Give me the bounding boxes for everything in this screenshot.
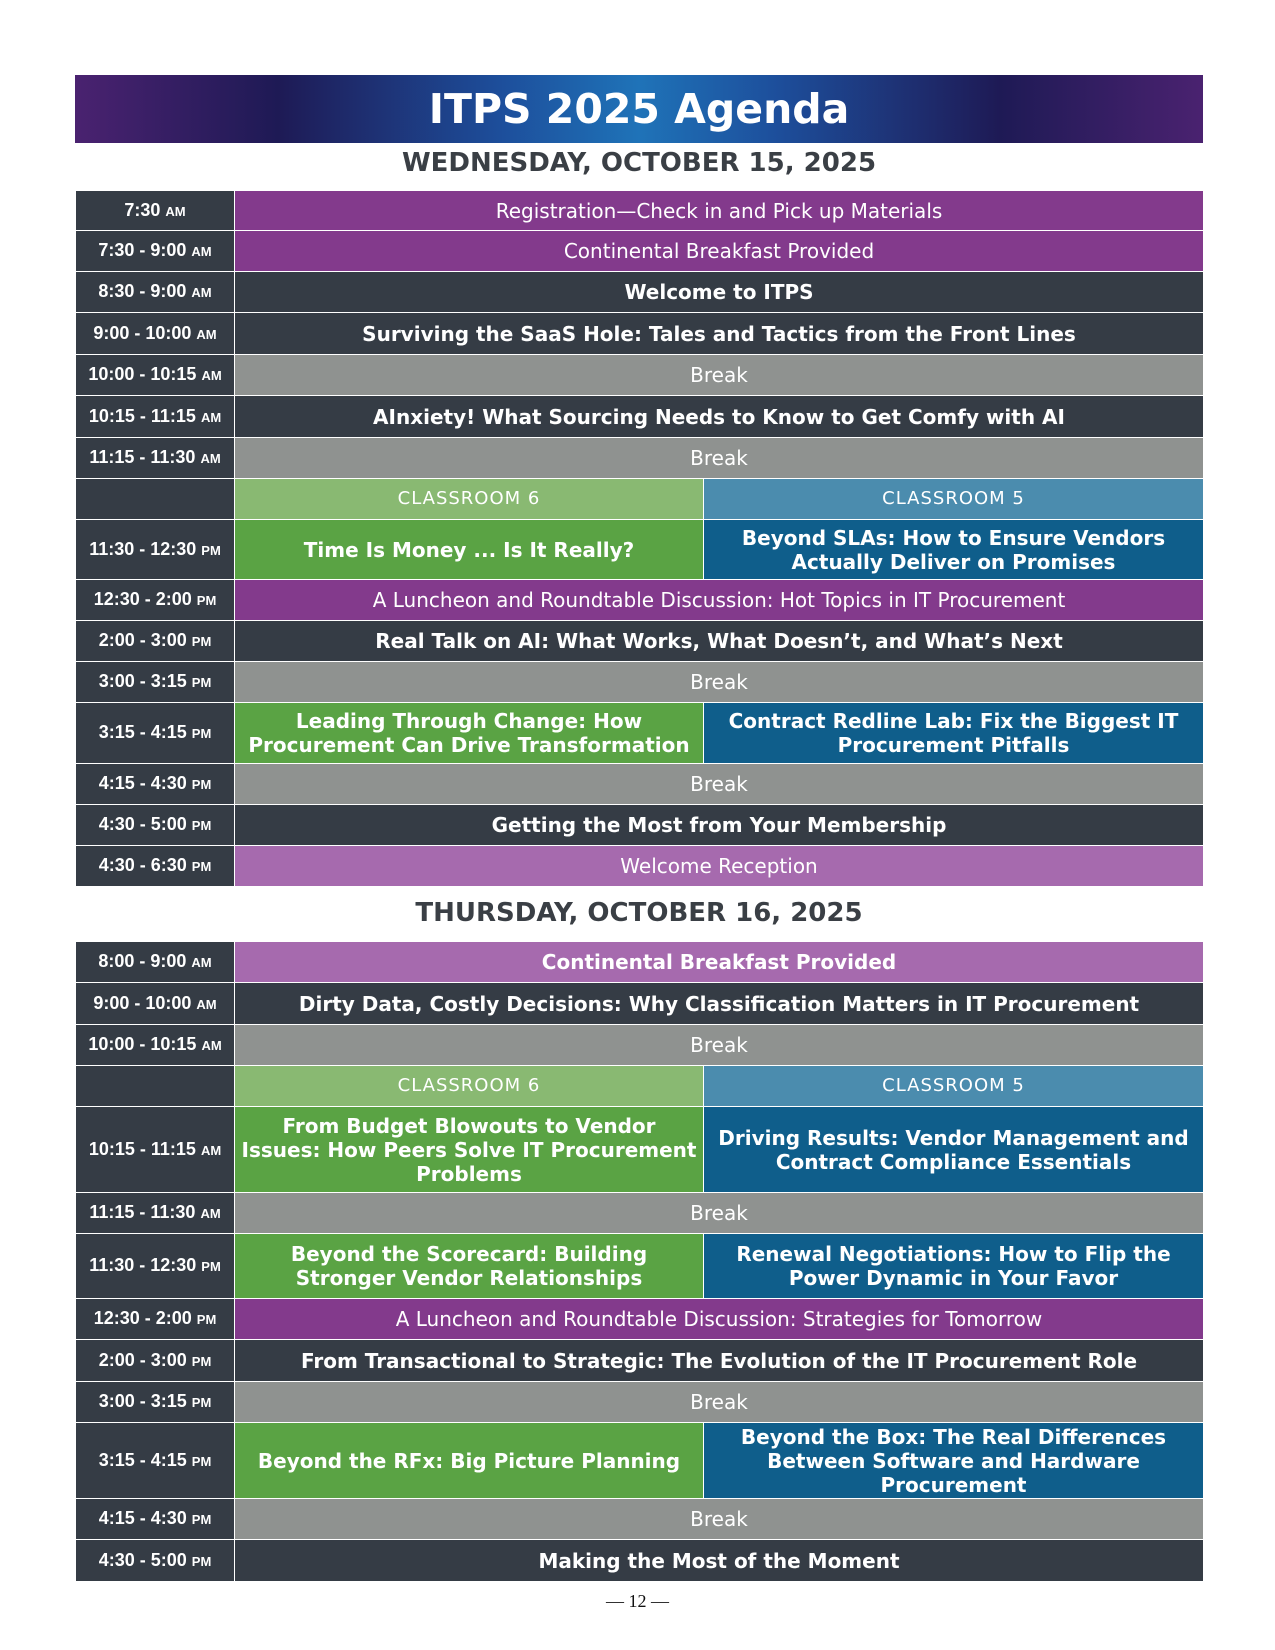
agenda-row: [76, 1499, 1204, 1540]
empty-time-cell: [76, 1066, 235, 1107]
classroom-5-session: Contract Redline Lab: Fix the Biggest IT Procurement Pitfalls: [704, 703, 1204, 764]
agenda-row: [76, 1025, 1204, 1066]
agenda-row: [76, 580, 1204, 621]
session-title: Real Talk on AI: What Works, What Doesn’t, and What’s Next: [235, 621, 1204, 662]
classroom-6-session: Leading Through Change: How Procurement Can Drive Transformation: [235, 703, 704, 764]
time-cell: 3:00 - 3:15 PM: [76, 662, 235, 703]
agenda-table-wednesday: [75, 190, 1204, 887]
session-title: Making the Most of the Moment: [235, 1540, 1204, 1582]
agenda-row: [76, 942, 1204, 983]
time-cell: 3:15 - 4:15 PM: [76, 703, 235, 764]
session-title: Surviving the SaaS Hole: Tales and Tactics from the Front Lines: [235, 313, 1204, 355]
time-cell: 11:15 - 11:30 AM: [76, 438, 235, 479]
time-cell: 9:00 - 10:00 AM: [76, 983, 235, 1025]
break-label: Break: [235, 1025, 1204, 1066]
session-title: Welcome to ITPS: [235, 272, 1204, 313]
session-title: From Transactional to Strategic: The Evolution of the IT Procurement Role: [235, 1340, 1204, 1382]
classroom-5-session: Beyond SLAs: How to Ensure Vendors Actually Deliver on Promises: [704, 520, 1204, 580]
agenda-row: [76, 231, 1204, 272]
time-cell: 11:30 - 12:30 PM: [76, 520, 235, 580]
agenda-row: [76, 191, 1204, 231]
agenda-row: [76, 1382, 1204, 1423]
classroom-6-session: Time Is Money ... Is It Really?: [235, 520, 704, 580]
classroom-6-header: CLASSROOM 6: [235, 1066, 704, 1107]
time-cell: 10:15 - 11:15 AM: [76, 396, 235, 438]
session-title: Continental Breakfast Provided: [235, 231, 1204, 272]
break-label: Break: [235, 1193, 1204, 1234]
time-cell: 3:00 - 3:15 PM: [76, 1382, 235, 1423]
session-title: Getting the Most from Your Membership: [235, 805, 1204, 846]
classroom-6-session: From Budget Blowouts to Vendor Issues: How Peers Solve IT Procurement Problems: [235, 1107, 704, 1193]
time-cell: 4:30 - 5:00 PM: [76, 805, 235, 846]
session-title: Dirty Data, Costly Decisions: Why Classification Matters in IT Procurement: [235, 983, 1204, 1025]
time-cell: 9:00 - 10:00 AM: [76, 313, 235, 355]
agenda-banner: [75, 75, 1203, 143]
time-cell: 11:15 - 11:30 AM: [76, 1193, 235, 1234]
agenda-row: [76, 1193, 1204, 1234]
classroom-5-session: Beyond the Box: The Real Differences Between Software and Hardware Procurement: [704, 1423, 1204, 1499]
break-label: Break: [235, 1499, 1204, 1540]
classroom-5-header: CLASSROOM 5: [704, 1066, 1204, 1107]
time-cell: 4:15 - 4:30 PM: [76, 764, 235, 805]
page-number: — 12 —: [606, 1591, 669, 1611]
empty-time-cell: [76, 479, 235, 520]
break-label: Break: [235, 1382, 1204, 1423]
classroom-5-header: CLASSROOM 5: [704, 479, 1204, 520]
agenda-row: [76, 983, 1204, 1025]
agenda-row: [76, 355, 1204, 396]
time-cell: 8:00 - 9:00 AM: [76, 942, 235, 983]
agenda-row: [76, 764, 1204, 805]
time-cell: 7:30 AM: [76, 191, 235, 231]
break-label: Break: [235, 662, 1204, 703]
classroom-6-session: Beyond the Scorecard: Building Stronger Vendor Relationships: [235, 1234, 704, 1299]
session-title: A Luncheon and Roundtable Discussion: Hot Topics in IT Procurement: [235, 580, 1204, 621]
time-cell: 10:00 - 10:15 AM: [76, 355, 235, 396]
time-cell: 2:00 - 3:00 PM: [76, 1340, 235, 1382]
time-cell: 7:30 - 9:00 AM: [76, 231, 235, 272]
session-title: A Luncheon and Roundtable Discussion: Strategies for Tomorrow: [235, 1299, 1204, 1340]
day-heading-thursday: THURSDAY, OCTOBER 16, 2025: [415, 898, 863, 928]
session-title: Registration—Check in and Pick up Materials: [235, 191, 1204, 231]
classroom-5-session: Renewal Negotiations: How to Flip the Power Dynamic in Your Favor: [704, 1234, 1204, 1299]
time-cell: 8:30 - 9:00 AM: [76, 272, 235, 313]
time-cell: 12:30 - 2:00 PM: [76, 1299, 235, 1340]
agenda-row: [76, 703, 1204, 764]
agenda-row: [76, 520, 1204, 580]
time-cell: 4:30 - 6:30 PM: [76, 846, 235, 887]
agenda-row: [76, 1107, 1204, 1193]
agenda-row: [76, 396, 1204, 438]
agenda-row: [76, 1299, 1204, 1340]
agenda-row: [76, 846, 1204, 887]
classroom-6-header: CLASSROOM 6: [235, 479, 704, 520]
classroom-5-session: Driving Results: Vendor Management and Contract Compliance Essentials: [704, 1107, 1204, 1193]
time-cell: 11:30 - 12:30 PM: [76, 1234, 235, 1299]
agenda-row: [76, 662, 1204, 703]
agenda-row: [76, 1234, 1204, 1299]
agenda-table-thursday: [75, 941, 1204, 1582]
classroom-header-row: [76, 1066, 1204, 1107]
session-title: AInxiety! What Sourcing Needs to Know to Get Comfy with AI: [235, 396, 1204, 438]
time-cell: 10:15 - 11:15 AM: [76, 1107, 235, 1193]
classroom-6-session: Beyond the RFx: Big Picture Planning: [235, 1423, 704, 1499]
agenda-row: [76, 805, 1204, 846]
agenda-row: [76, 1540, 1204, 1582]
agenda-row: [76, 438, 1204, 479]
time-cell: 12:30 - 2:00 PM: [76, 580, 235, 621]
time-cell: 4:15 - 4:30 PM: [76, 1499, 235, 1540]
classroom-header-row: [76, 479, 1204, 520]
agenda-row: [76, 313, 1204, 355]
day-heading-wednesday: WEDNESDAY, OCTOBER 15, 2025: [401, 148, 877, 178]
agenda-row: [76, 621, 1204, 662]
time-cell: 10:00 - 10:15 AM: [76, 1025, 235, 1066]
page-title: ITPS 2025 Agenda: [428, 85, 850, 133]
session-title: Continental Breakfast Provided: [235, 942, 1204, 983]
session-title: Welcome Reception: [235, 846, 1204, 887]
agenda-row: [76, 1340, 1204, 1382]
agenda-row: [76, 1423, 1204, 1499]
time-cell: 3:15 - 4:15 PM: [76, 1423, 235, 1499]
break-label: Break: [235, 764, 1204, 805]
time-cell: 2:00 - 3:00 PM: [76, 621, 235, 662]
agenda-row: [76, 272, 1204, 313]
time-cell: 4:30 - 5:00 PM: [76, 1540, 235, 1582]
break-label: Break: [235, 355, 1204, 396]
break-label: Break: [235, 438, 1204, 479]
